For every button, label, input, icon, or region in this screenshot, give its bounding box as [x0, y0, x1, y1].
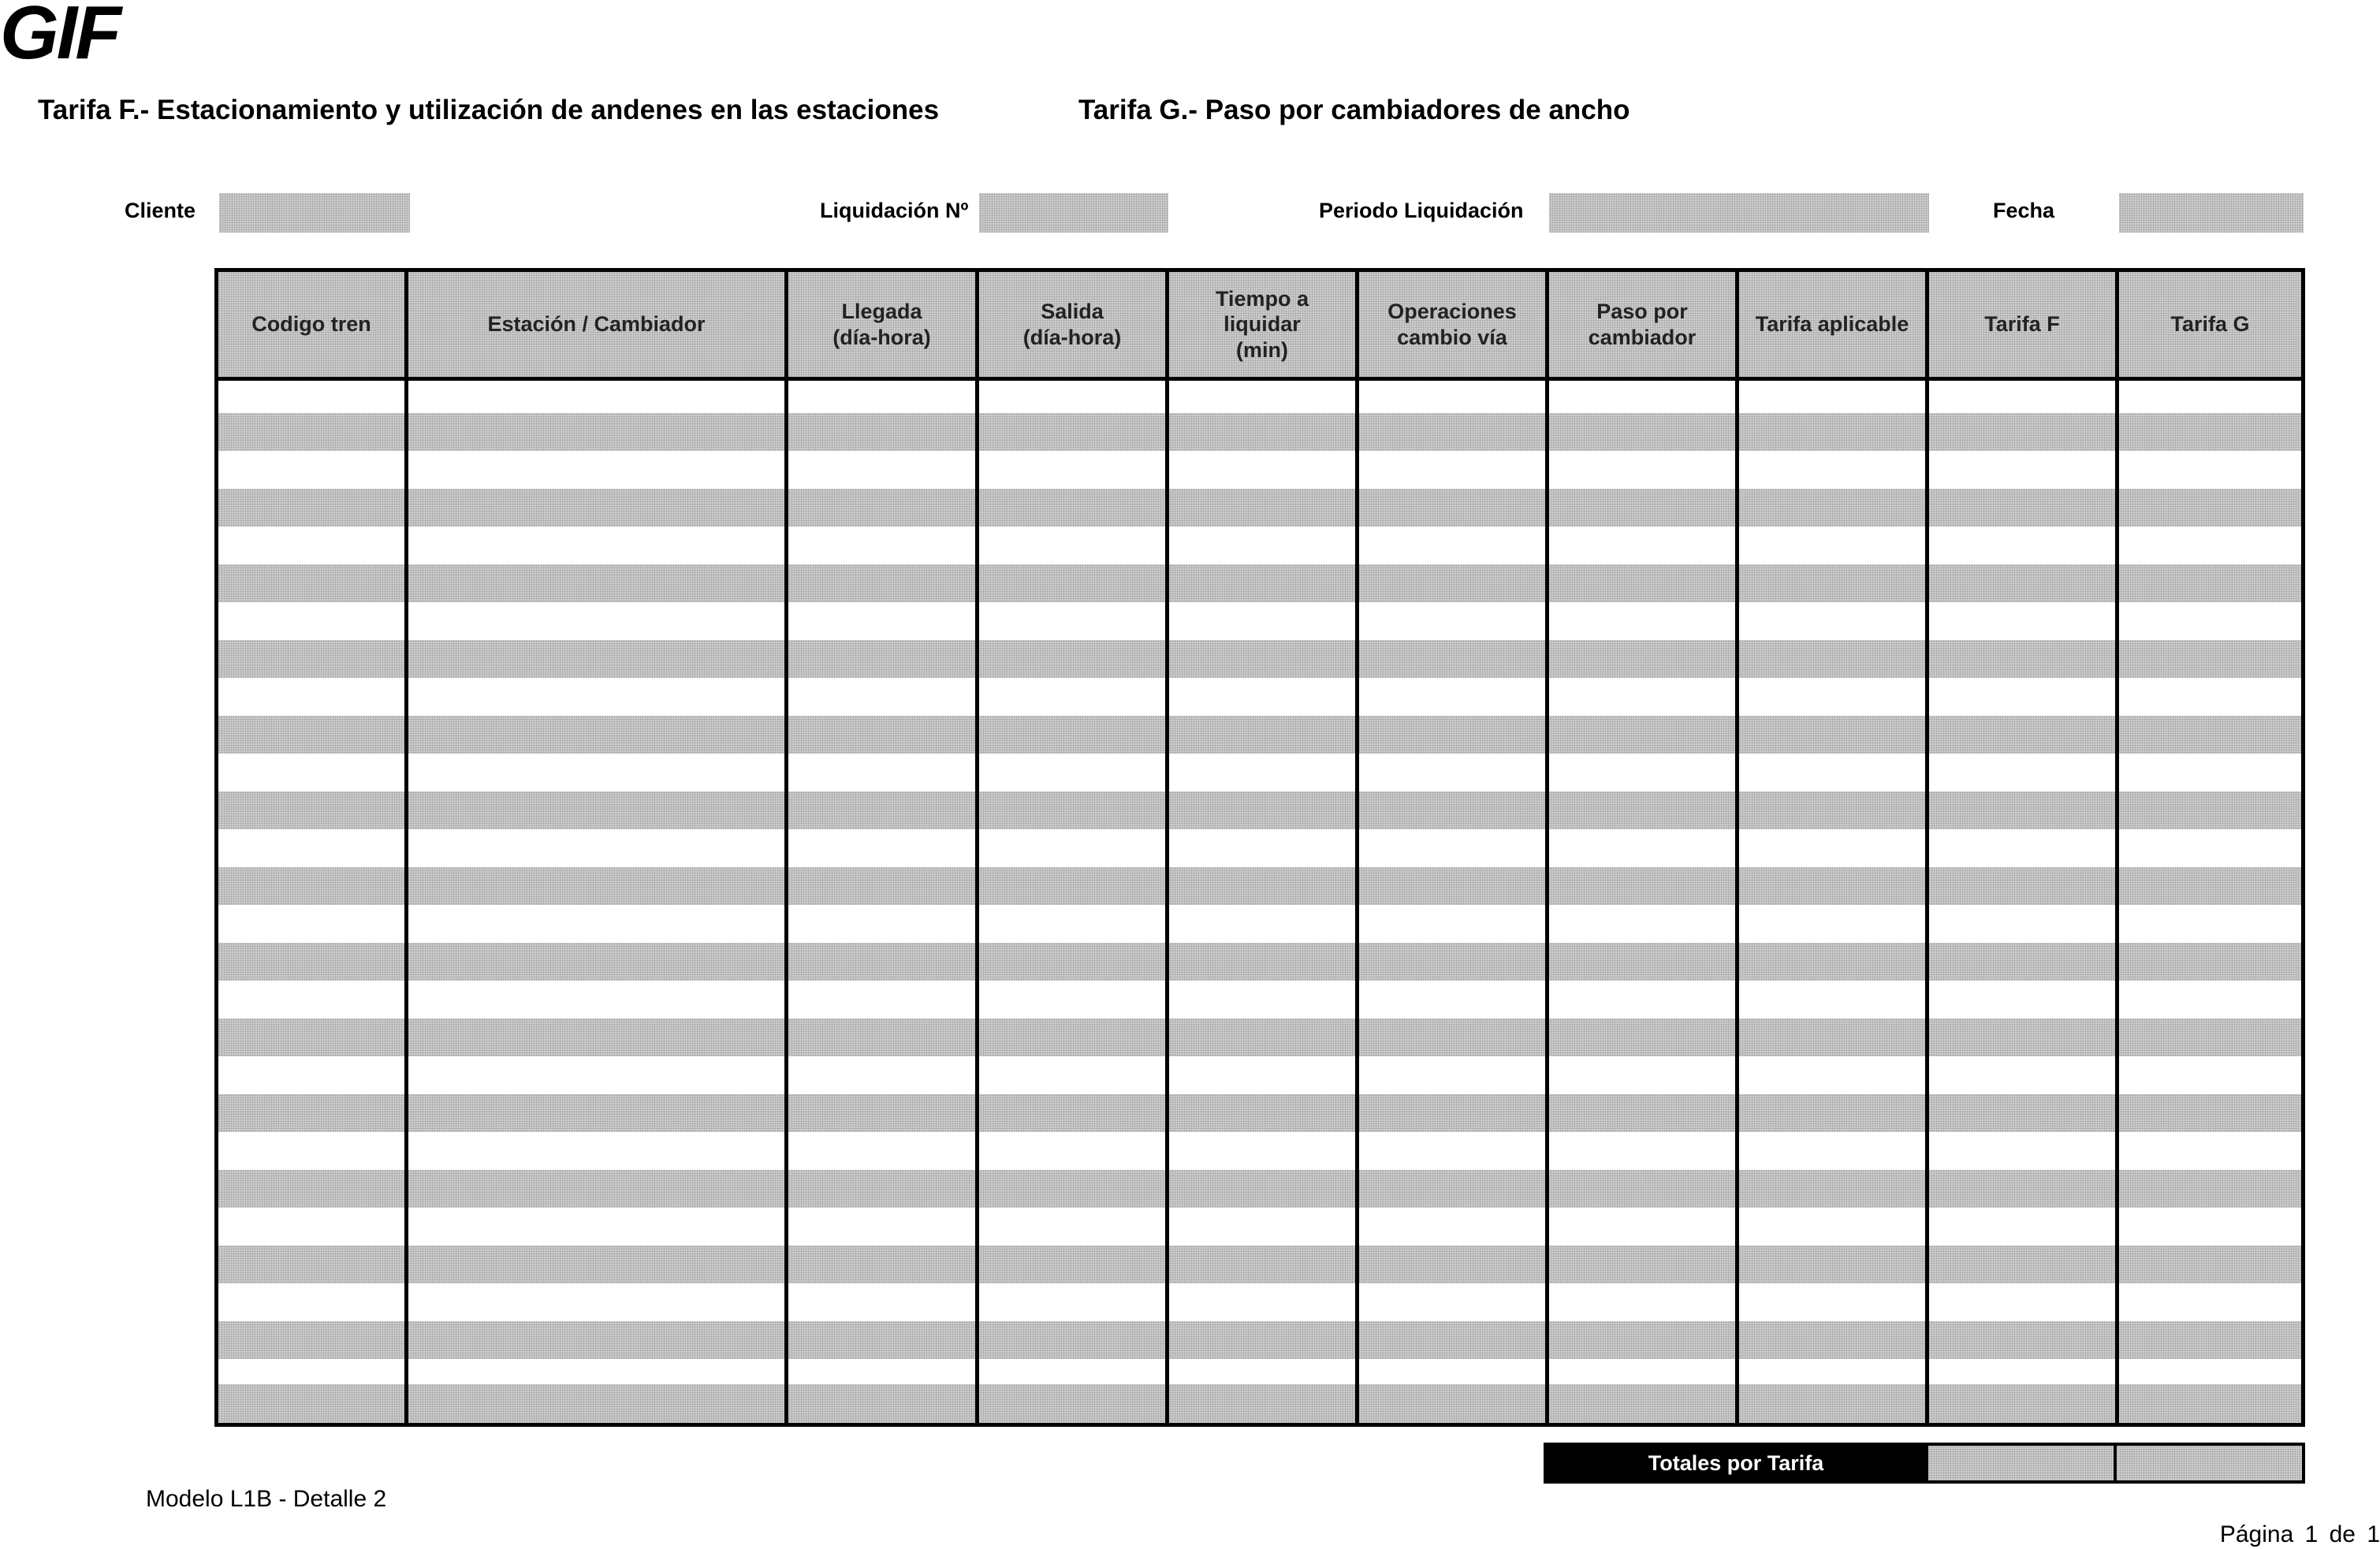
col-header-tiempo: Tiempo a liquidar (min): [1215, 286, 1309, 362]
page-number: Página 1 de 1: [2219, 1521, 2380, 1547]
table-row[interactable]: [218, 413, 2301, 451]
table-row[interactable]: [218, 640, 2301, 678]
col-header-salida: Salida (día-hora): [1022, 300, 1122, 349]
column-divider: [1545, 272, 1549, 1423]
title-tarifa-g: Tarifa G.- Paso por cambiadores de ancho: [1078, 95, 1630, 125]
table-row[interactable]: [218, 716, 2301, 754]
table-row[interactable]: [218, 1018, 2301, 1056]
cliente-label: Cliente: [125, 199, 196, 222]
model-footer: Modelo L1B - Detalle 2: [146, 1486, 387, 1512]
column-divider: [1925, 272, 1929, 1423]
column-divider: [1165, 272, 1169, 1423]
gif-logo: GIF: [0, 0, 119, 75]
col-header-tarifa-f: Tarifa F: [1984, 312, 2060, 337]
fecha-field[interactable]: [2119, 193, 2304, 233]
total-tarifa-f-field[interactable]: [1925, 1443, 2117, 1484]
header-separator: [218, 377, 2301, 381]
column-divider: [1355, 272, 1359, 1423]
detail-table: [214, 268, 2305, 1427]
table-row[interactable]: [218, 1384, 2301, 1423]
column-divider: [2115, 272, 2119, 1423]
column-divider: [404, 272, 408, 1423]
col-header-llegada: Llegada (día-hora): [832, 300, 931, 349]
table-row[interactable]: [218, 791, 2301, 829]
column-divider: [1735, 272, 1739, 1423]
table-row[interactable]: [218, 1321, 2301, 1359]
cliente-field[interactable]: [219, 193, 410, 233]
table-row[interactable]: [218, 1094, 2301, 1132]
col-header-estacion-cambiador: Estación / Cambiador: [487, 312, 706, 337]
col-header-codigo-tren: Codigo tren: [251, 312, 371, 337]
periodo-field[interactable]: [1549, 193, 1929, 233]
liquidacion-label: Liquidación Nº: [820, 199, 969, 222]
table-row[interactable]: [218, 943, 2301, 981]
fecha-label: Fecha: [1993, 199, 2055, 222]
total-tarifa-g-field[interactable]: [2114, 1443, 2305, 1484]
liquidacion-field[interactable]: [979, 193, 1168, 233]
table-row[interactable]: [218, 1170, 2301, 1208]
periodo-label: Periodo Liquidación: [1319, 199, 1524, 222]
table-row[interactable]: [218, 1246, 2301, 1283]
totals-label: Totales por Tarifa: [1544, 1443, 1928, 1484]
col-header-tarifa-aplicable: Tarifa aplicable: [1755, 312, 1909, 337]
col-header-tarifa-g: Tarifa G: [2170, 312, 2250, 337]
column-divider: [784, 272, 788, 1423]
column-divider: [975, 272, 979, 1423]
table-row[interactable]: [218, 867, 2301, 905]
col-header-operaciones: Operaciones cambio vía: [1387, 300, 1517, 349]
table-row[interactable]: [218, 564, 2301, 602]
col-header-paso-cambiador: Paso por cambiador: [1588, 300, 1697, 349]
title-tarifa-f: Tarifa F.- Estacionamiento y utilización de andenes en las estaciones: [38, 95, 940, 125]
table-row[interactable]: [218, 489, 2301, 527]
